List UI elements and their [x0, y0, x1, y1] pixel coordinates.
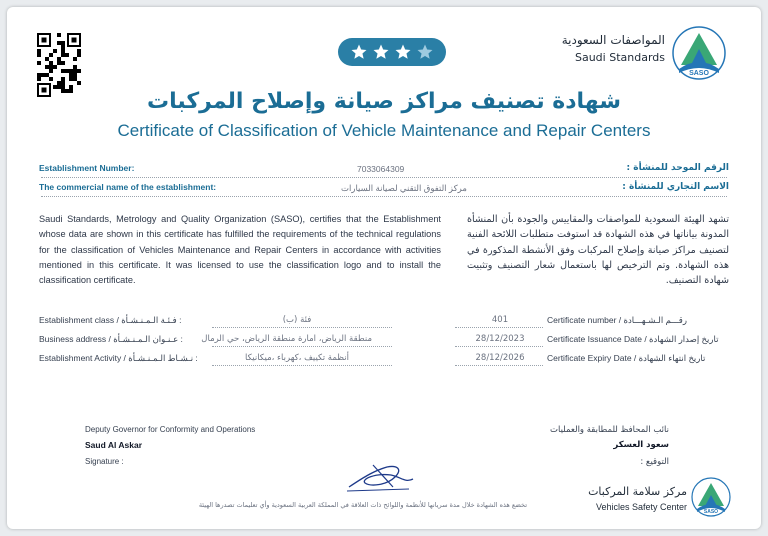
divider: [41, 196, 727, 197]
establishment-activity-label: Establishment Activity / نـشـاط الـمـنـشـأة :: [39, 353, 198, 363]
expiry-date-value: 28/12/2026: [475, 353, 525, 363]
divider: [41, 177, 727, 178]
star-icon: [350, 43, 368, 61]
signatory-name-en: Saud Al Askar: [85, 440, 143, 450]
establishment-number-label-ar: الرقم الموحد للمنشأة :: [626, 163, 729, 173]
establishment-class-value: فئة (ب): [282, 315, 312, 325]
saso-logo-icon: [671, 25, 727, 81]
vsc-name-en: Vehicles Safety Center: [595, 502, 687, 512]
issuance-date-value: 28/12/2023: [475, 334, 525, 344]
signatory-name-ar: سعود العسكر: [613, 440, 669, 450]
commercial-name-label-en: The commercial name of the establishment:: [39, 182, 217, 192]
brand-name-en: Saudi Standards: [574, 51, 665, 64]
saso-logo-text: SASO: [689, 70, 709, 77]
statement-ar: تشهد الهيئة السعودية للمواصفات والمقاييس والجودة بأن المنشأة المدونة بياناتها في هذه الشهادة قد استوفت متطلبات اللائحة الفنية لتصنيف مراكز صيانة وإصلاح المركبات وفق الأنشطة المذكورة في هذه الشهادة. وتم الترخيص لها باستعمال شعار التصنيف وتثبيت شهادة التصنيف.: [467, 214, 729, 287]
star-icon: [372, 43, 390, 61]
qr-code: [37, 33, 81, 97]
commercial-name-label-ar: الاسم التجاري للمنشأة :: [622, 182, 729, 192]
expiry-date-label: Certificate Expiry Date / تاريخ انتهاء الشهادة: [547, 353, 706, 363]
establishment-number-value: 7033064309: [357, 164, 405, 174]
statement-en: Saudi Standards, Metrology and Quality Organization (SASO), certifies that the Establishment whose data are shown in this certificate has fulfilled the requirements of the technical regulations for the classification of Vehicles Maintenance and Repair Centers in accordance with activities mentioned in this certificate. It was licensed to use the classification logo and to install the classification certificate.: [39, 214, 441, 286]
vsc-logo-text: SASO: [703, 509, 719, 515]
signatory-title-ar: نائب المحافظ للمطابقة والعمليات: [550, 425, 669, 435]
certificate: [7, 7, 761, 529]
signature-label-en: Signature :: [85, 457, 124, 466]
title-en: Certificate of Classification of Vehicle Maintenance and Repair Centers: [117, 121, 651, 140]
certificate-number-label: Certificate number / رقـــم الـشـهـــادة: [547, 315, 687, 325]
business-address-value: منطقة الرياض، امارة منطقة الرياض، حي الرمال: [201, 334, 372, 344]
star-icon: [394, 43, 412, 61]
vsc-logo-icon: [691, 477, 731, 517]
business-address-label: Business address / عـنـوان الـمـنـشـأة :: [39, 334, 183, 344]
vsc-name-ar: مركز سلامة المركبات: [588, 485, 687, 498]
divider: [455, 365, 543, 366]
commercial-name-value: مركز التفوق التقني لصيانة السيارات: [341, 183, 467, 193]
signatory-title-en: Deputy Governor for Conformity and Operations: [85, 425, 256, 434]
title-ar: شهادة تصنيف مراكز صيانة وإصلاح المركبات: [147, 89, 621, 114]
footer-note: تخضع هذه الشهادة خلال مدة سريانها للأنظمة واللوائح ذات العلاقة في المملكة العربية السعودية وأي تعليمات تصدرها الهيئة: [198, 501, 527, 509]
signature-image: [343, 457, 423, 499]
certificate-number-value: 401: [491, 315, 509, 325]
establishment-number-label-en: Establishment Number:: [39, 163, 135, 173]
establishment-activity-value: أنظمة تكييف ،كهرباء ،ميكانيكا: [245, 353, 349, 363]
divider: [455, 327, 543, 328]
divider: [212, 346, 392, 347]
divider: [455, 346, 543, 347]
issuance-date-label: Certificate Issuance Date / تاريخ إصدار الشهادة: [547, 334, 719, 344]
divider: [212, 365, 392, 366]
brand-name-ar: المواصفات السعودية: [561, 33, 665, 47]
establishment-class-label: Establishment class / فـئـة الـمـنـشـأة :: [39, 315, 182, 325]
star-rating: [338, 38, 446, 66]
signature-label-ar: التوقيع :: [640, 457, 669, 467]
star-icon: [416, 43, 434, 61]
divider: [212, 327, 392, 328]
